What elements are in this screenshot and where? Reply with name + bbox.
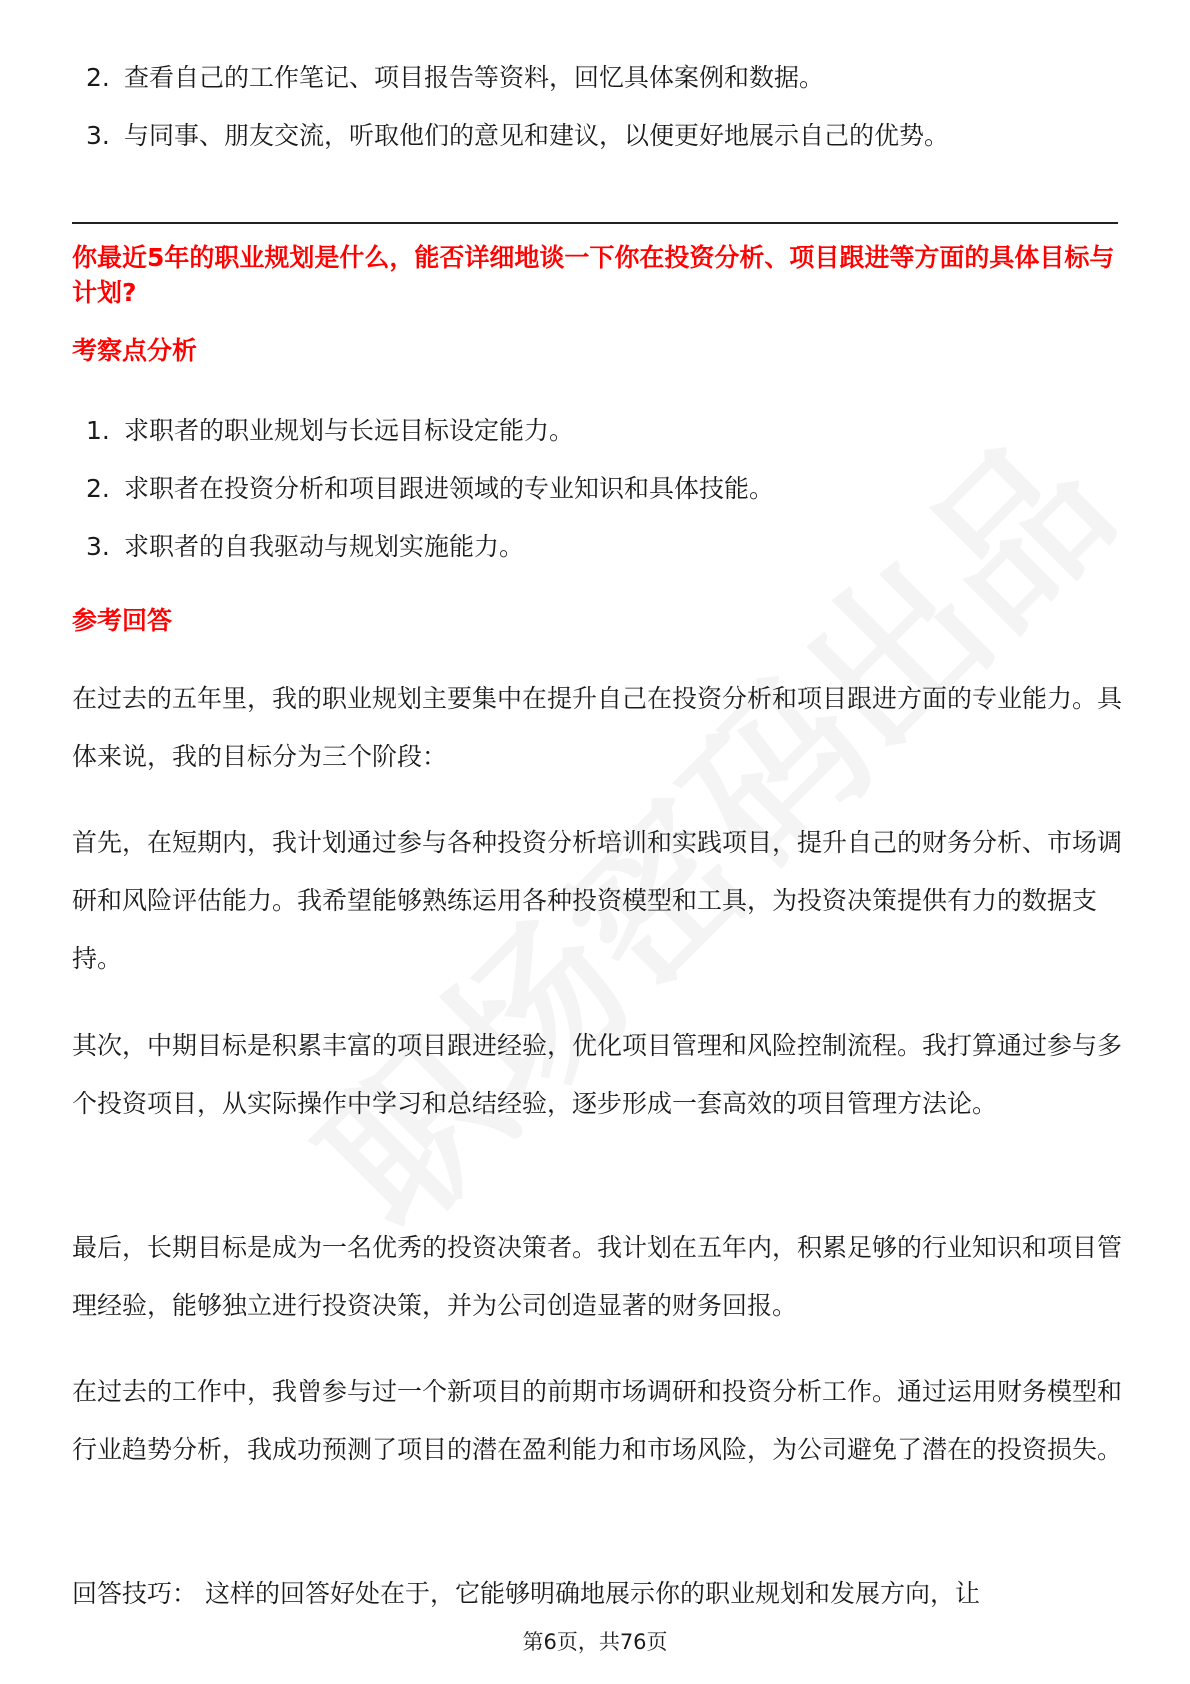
list-number: 3.: [86, 532, 110, 561]
answer-paragraph: 在过去的工作中，我曾参与过一个新项目的前期市场调研和投资分析工作。通过运用财务模型和行业趋势分析，我成功预测了项目的潜在盈利能力和市场风险，为公司避免了潜在的投资损失。: [72, 1377, 1123, 1464]
analysis-list: [72, 402, 774, 576]
top-list: [72, 49, 949, 165]
list-text: 与同事、朋友交流，听取他们的意见和建议，以便更好地展示自己的优势。: [124, 121, 950, 150]
list-text: 求职者在投资分析和项目跟进领域的专业知识和具体技能。: [124, 474, 775, 503]
list-number: 2.: [86, 63, 110, 92]
list-text: 查看自己的工作笔记、项目报告等资料，回忆具体案例和数据。: [124, 63, 825, 92]
answer-paragraph: 在过去的五年里，我的职业规划主要集中在提升自己在投资分析和项目跟进方面的专业能力。具体来说，我的目标分为三个阶段：: [72, 684, 1123, 771]
question-title: 你最近5年的职业规划是什么，能否详细地谈一下你在投资分析、项目跟进等方面的具体目标与计划?: [72, 243, 1115, 307]
answer-paragraph: 其次，中期目标是积累丰富的项目跟进经验，优化项目管理和风险控制流程。我打算通过参与多个投资项目，从实际操作中学习和总结经验，逐步形成一套高效的项目管理方法论。: [72, 1031, 1123, 1118]
list-number: 3.: [86, 121, 110, 150]
list-text: 求职者的职业规划与长远目标设定能力。: [124, 416, 575, 445]
list-number: 2.: [86, 474, 110, 503]
answer-heading: 参考回答: [72, 606, 173, 635]
page-footer: 第6页，共76页: [522, 1630, 668, 1654]
list-item: [72, 518, 774, 576]
analysis-heading: 考察点分析: [72, 336, 198, 365]
section-divider: [72, 222, 1118, 224]
list-item: [72, 49, 949, 107]
answer-paragraph: 最后，长期目标是成为一名优秀的投资决策者。我计划在五年内，积累足够的行业知识和项目管理经验，能够独立进行投资决策，并为公司创造显著的财务回报。: [72, 1233, 1123, 1320]
list-item: [72, 402, 774, 460]
answer-tip: 回答技巧： 这样的回答好处在于，它能够明确地展示你的职业规划和发展方向，让: [72, 1579, 980, 1608]
list-text: 求职者的自我驱动与规划实施能力。: [124, 532, 525, 561]
list-number: 1.: [86, 416, 110, 445]
list-item: [72, 460, 774, 518]
answer-paragraph: 首先，在短期内，我计划通过参与各种投资分析培训和实践项目，提升自己的财务分析、市场调研和风险评估能力。我希望能够熟练运用各种投资模型和工具，为投资决策提供有力的数据支持。: [72, 828, 1123, 973]
list-item: [72, 107, 949, 165]
